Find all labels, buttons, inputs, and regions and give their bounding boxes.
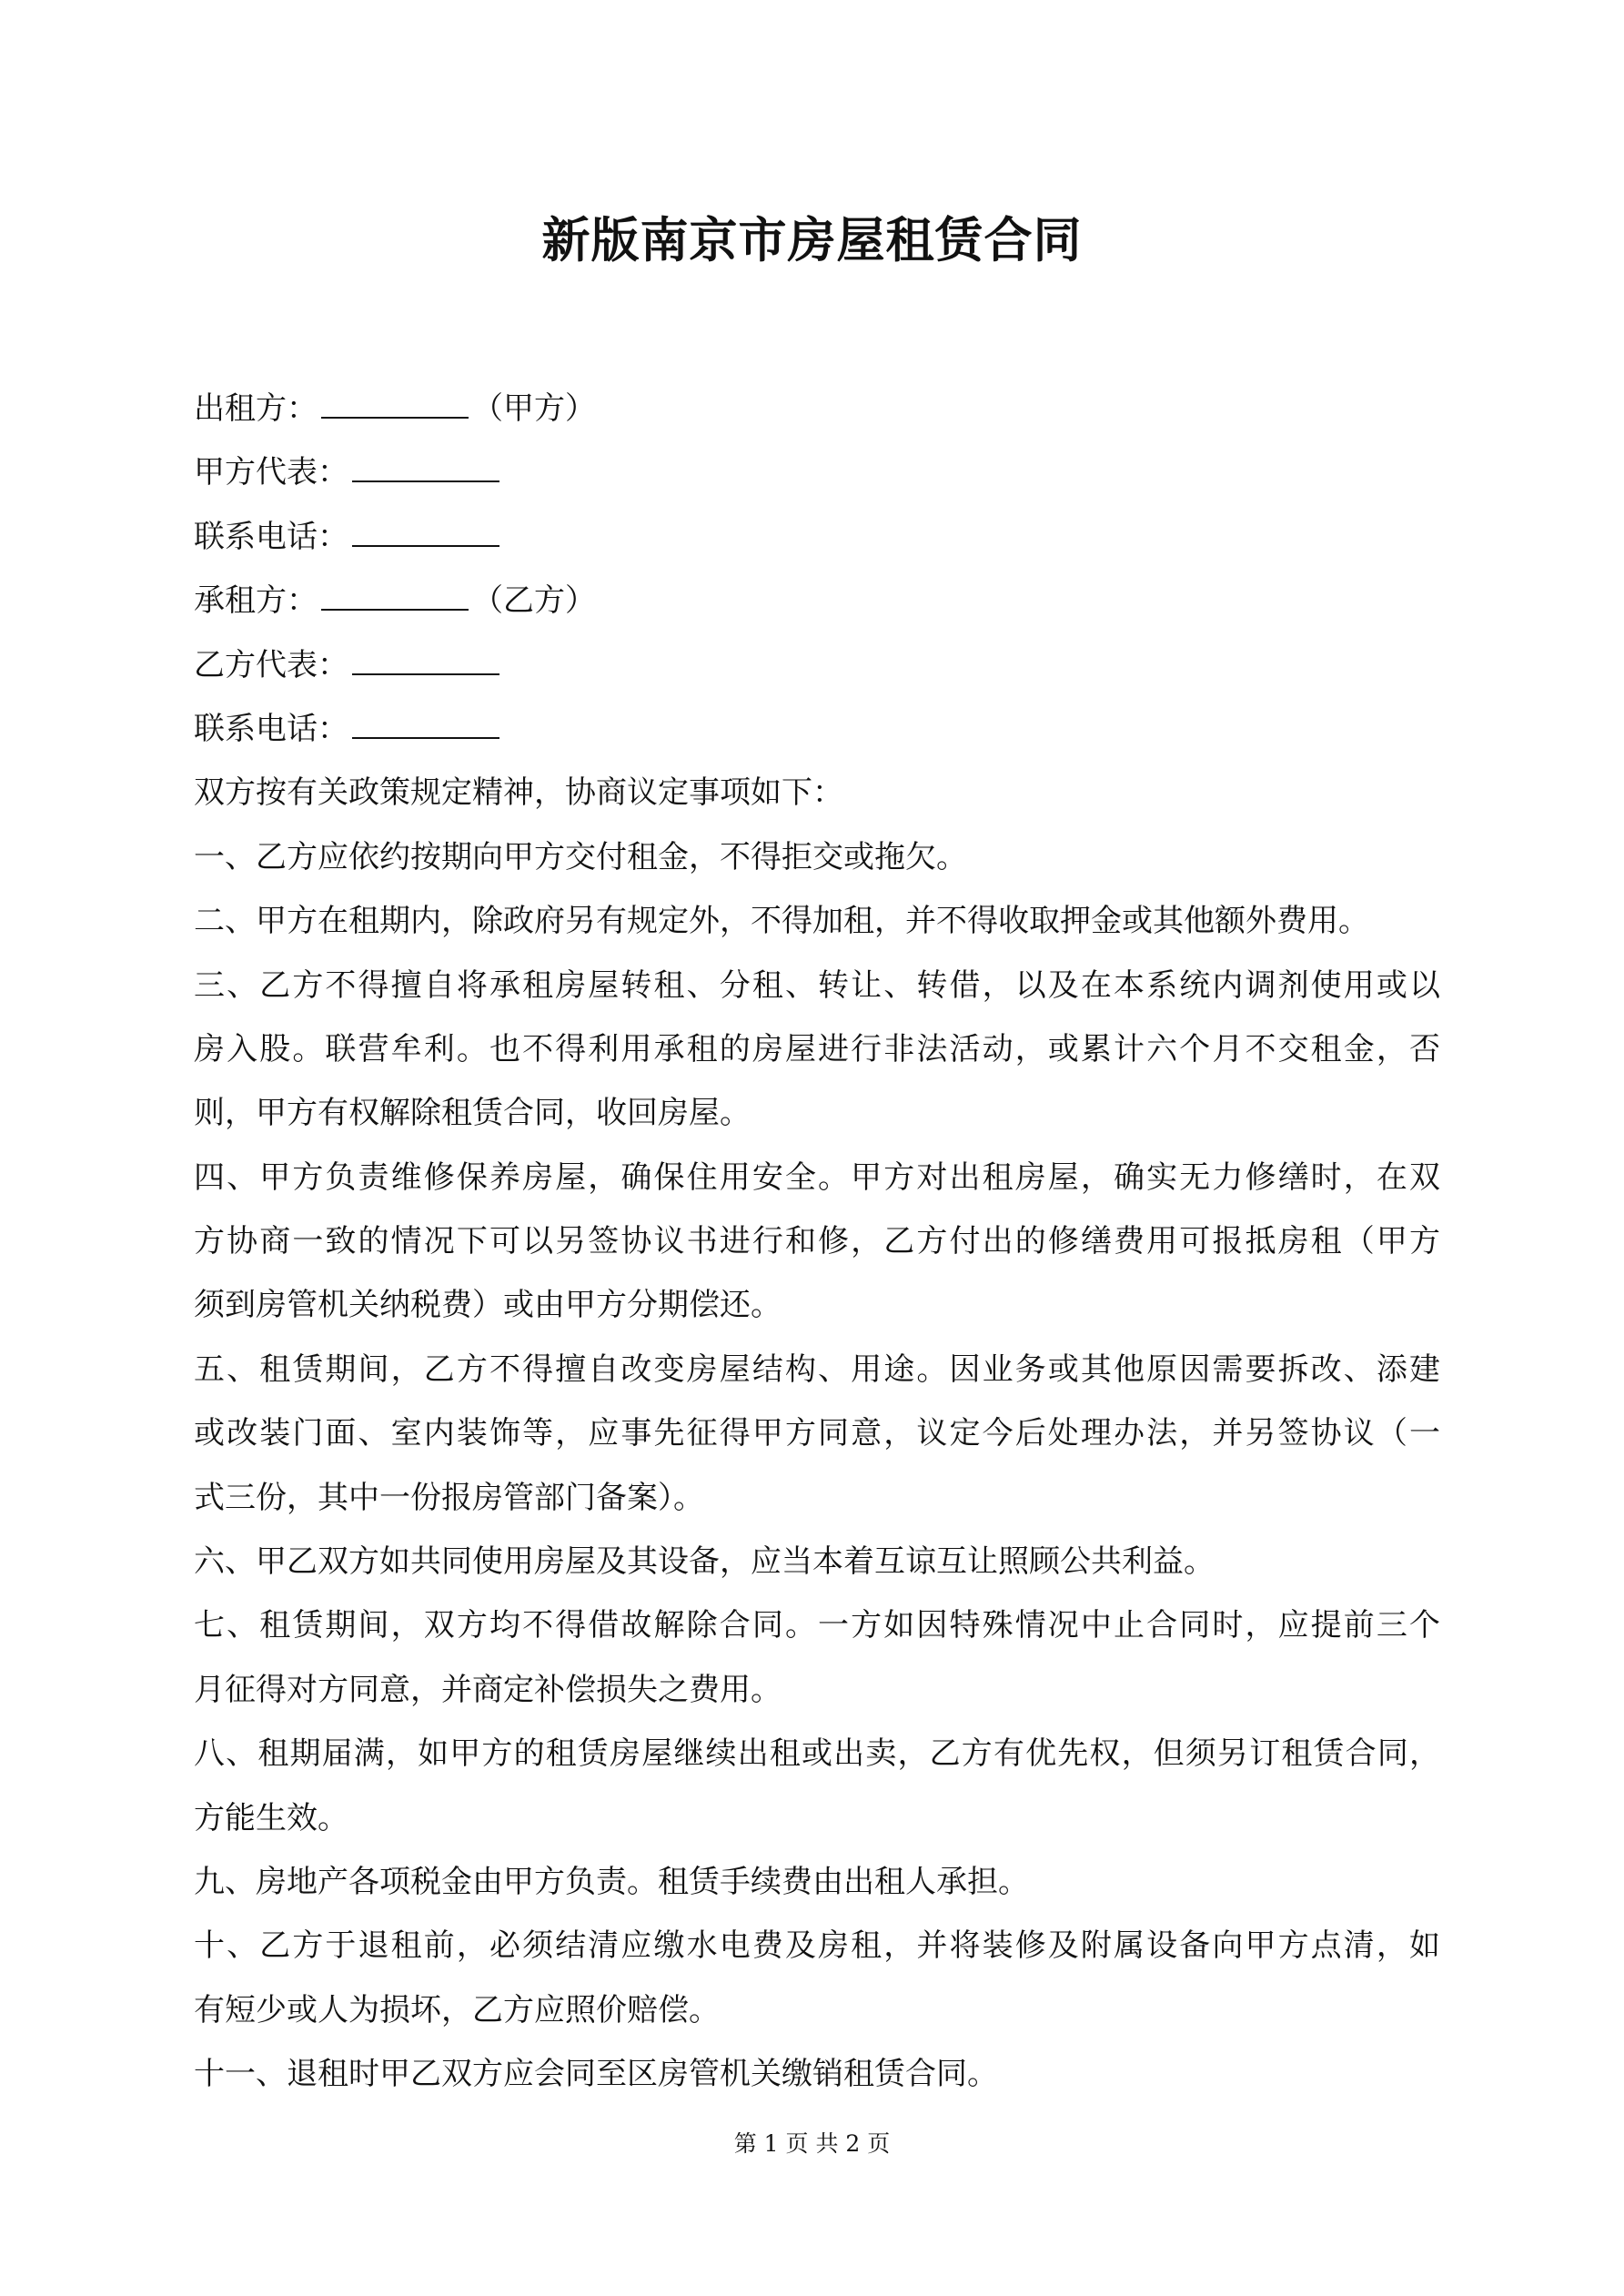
party-a-phone-label: 联系电话： (194, 518, 348, 555)
clause-5-line-3: 式三份，其中一份报房管部门备案）。 (194, 1479, 704, 1516)
party-b-representative-blank (352, 646, 499, 675)
clause-5-line-1: 五、租赁期间，乙方不得擅自改变房屋结构、用途。因业务或其他原因需要拆改、添建 (194, 1350, 1440, 1388)
party-b-phone-line (194, 697, 1440, 761)
clause-7-line-1: 七、租赁期间，双方均不得借故解除合同。一方如因特殊情况中止合同时，应提前三个 (194, 1607, 1440, 1644)
clause-9-line: 九、房地产各项税金由甲方负责。租赁手续费由出租人承担。 (194, 1863, 1029, 1900)
clause-11-line: 十一、退租时甲乙双方应会同至区房管机关缴销租赁合同。 (194, 2056, 998, 2093)
clause-3-line-1: 三、乙方不得擅自将承租房屋转租、分租、转让、转借，以及在本系统内调剂使用或以 (194, 966, 1440, 1004)
party-lessor-suffix: （甲方） (472, 390, 596, 427)
party-lessor-blank (321, 389, 469, 419)
clause-6-line: 六、甲乙双方如共同使用房屋及其设备，应当本着互谅互让照顾公共利益。 (194, 1543, 1215, 1581)
party-lessor-line (194, 377, 1440, 440)
clause-10-line-1: 十、乙方于退租前，必须结清应缴水电费及房租，并将装修及附属设备向甲方点清，如 (194, 1927, 1440, 1965)
document-title: 新版南京市房屋租赁合同 (541, 212, 1083, 268)
clause-5-line-2: 或改装门面、室内装饰等，应事先征得甲方同意，议定今后处理办法，并另签协议（一 (194, 1415, 1440, 1452)
clause-4-line-3: 须到房管机关纳税费）或由甲方分期偿还。 (194, 1287, 782, 1324)
clause-8-line-1: 八、租期届满，如甲方的租赁房屋继续出租或出卖，乙方有优先权，但须另订租赁合同， (194, 1735, 1440, 1773)
clause-4-line-1: 四、甲方负责维修保养房屋，确保住用安全。甲方对出租房屋，确实无力修缮时，在双 (194, 1158, 1440, 1196)
party-b-phone-blank (352, 710, 499, 739)
party-lessee-suffix: （乙方） (472, 582, 596, 620)
clause-1-line: 一、乙方应依约按期向甲方交付租金，不得拒交或拖欠。 (194, 838, 967, 875)
party-a-phone-blank (352, 518, 499, 547)
party-b-phone-label: 联系电话： (194, 710, 348, 747)
party-lessor-label: 出租方： (194, 390, 318, 427)
clause-3-line-3: 则，甲方有权解除租赁合同，收回房屋。 (194, 1095, 751, 1132)
party-a-representative-line (194, 440, 1440, 504)
party-a-phone-line (194, 505, 1440, 569)
clause-4-line-2: 方协商一致的情况下可以另签协议书进行和修，乙方付出的修缮费用可报抵房租（甲方 (194, 1223, 1440, 1260)
party-b-representative-line (194, 633, 1440, 697)
party-lessee-label: 承租方： (194, 582, 318, 620)
document-body (194, 377, 1440, 2107)
clause-7-line-2: 月征得对方同意，并商定补偿损失之费用。 (194, 1671, 782, 1708)
clause-10-line-2: 有短少或人为损坏，乙方应照价赔偿。 (194, 1991, 720, 2028)
page-footer: 第 1 页 共 2 页 (733, 2130, 891, 2157)
clause-2-line: 二、甲方在租期内，除政府另有规定外，不得加租，并不得收取押金或其他额外费用。 (194, 903, 1369, 940)
party-lessee-blank (321, 582, 469, 611)
intro-line: 双方按有关政策规定精神，协商议定事项如下： (194, 774, 843, 812)
party-b-representative-label: 乙方代表： (194, 646, 348, 683)
clause-8-line-2: 方能生效。 (194, 1799, 348, 1836)
party-a-representative-label: 甲方代表： (194, 454, 348, 491)
clause-3-line-2: 房入股。联营牟利。也不得利用承租的房屋进行非法活动，或累计六个月不交租金，否 (194, 1030, 1440, 1067)
party-lessee-line (194, 569, 1440, 632)
party-a-representative-blank (352, 453, 499, 482)
